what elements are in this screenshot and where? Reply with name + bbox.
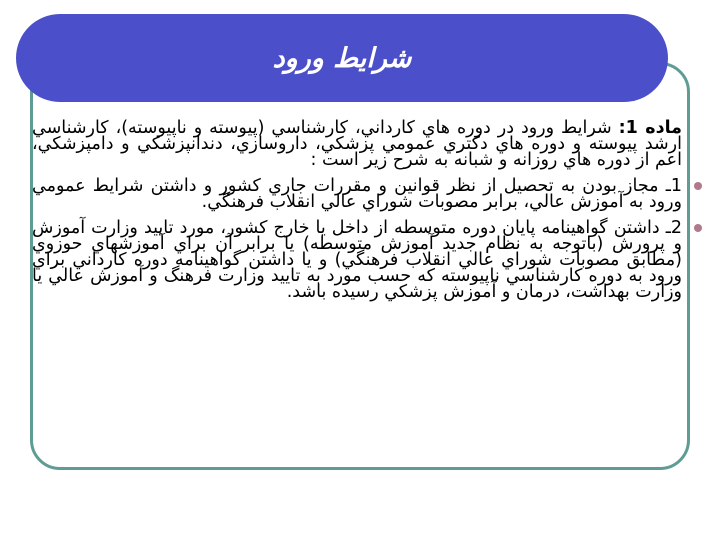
list-item (32, 178, 682, 210)
bullet-icon (694, 224, 702, 232)
slide-title: شرايط ورود (272, 42, 412, 74)
article-label: ماده 1: (618, 118, 682, 138)
list-item-text: 1ـ مجاز بودن به تحصيل از نظر قوانين و مقررات جاري كشور و داشتن شرايط عمومي ورود به آموزش عالي، برابر مصوبات شوراي عالي انقلاب فرهنگي. (32, 176, 682, 212)
list-item (32, 220, 682, 300)
intro-text: شرايط ورود در دوره هاي كارداني، كارشناسي (پيوسته و ناپيوسته)، كارشناسي ارشد پيوسته و دوره هاي دكتري عمومي پزشكي، داروسازي، دندانپزشكي و دامپزشكي، اعم از دوره هاي روزانه و شبانه به شرح زير است : (32, 118, 682, 170)
slide-content (32, 120, 682, 310)
bullet-icon (694, 182, 702, 190)
list-item-text: 2ـ داشتن گواهينامه پايان دوره متوسطه از داخل يا خارج كشور، مورد تاييد وزارت آموزش و پرورش (باتوجه به نظام جديد آموزش متوسطه) يا برابر آن براي آموزشهاي حوزوي (مطابق مصوبات شوراي عالي انقلاب فرهنگي) و يا داشتن گواهينامه دوره كارداني براي ورود به دوره كارشناسي ناپيوسته كه حسب مورد به تاييد وزارت فرهنگ و آموزش عالي يا وزارت بهداشت، درمان و آموزش پزشكي رسيده باشد. (32, 218, 682, 302)
intro-paragraph (32, 120, 682, 168)
